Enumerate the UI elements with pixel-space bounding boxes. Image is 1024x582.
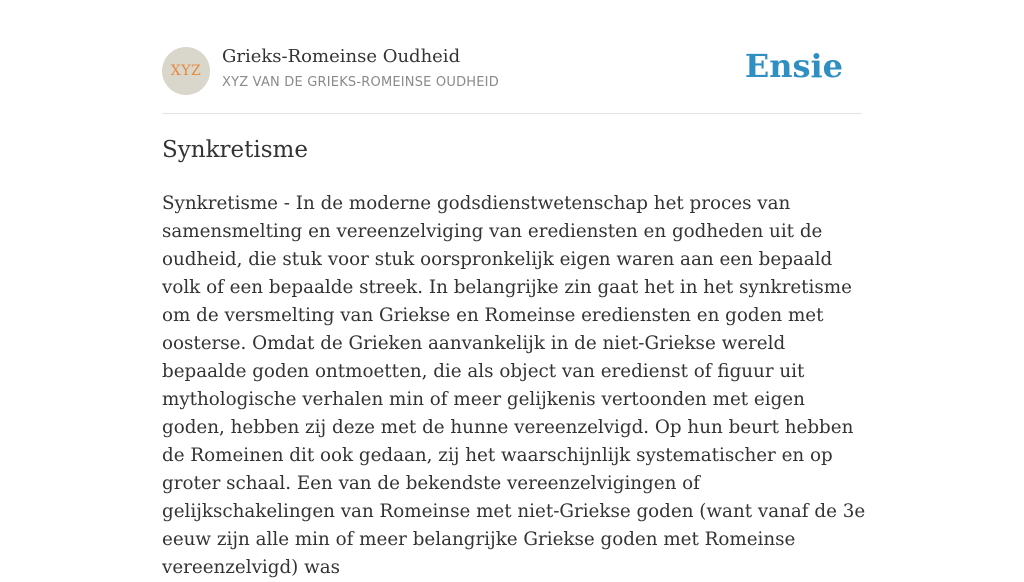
source-subtitle: XYZ VAN DE GRIEKS-ROMEINSE OUDHEID [222, 75, 499, 90]
brand-logo[interactable]: Ensie [744, 47, 843, 85]
article-body: Synkretisme - In de moderne godsdienstwetenschap het proces van samensmelting en vereenzelviging van erediensten en godheden uit de oudheid, die stuk voor stuk oorspronkelijk eigen waren aan een bepaald volk of een bepaalde streek. In belangrijke zin gaat het in het synkretisme om de versmelting van Griekse en Romeinse erediensten en goden met oosterse. Omdat de Grieken aanvankelijk in de niet-Griekse wereld bepaalde goden ontmoetten, die als object van eredienst of figuur uit mythologische verhalen min of meer gelijkenis vertoonden met eigen goden, hebben zij deze met de hunne vereenzelvigd. Op hun beurt hebben de Romeinen dit ook gedaan, zij het waarschijnlijk systematischer en op groter schaal. Een van de bekendste vereenzelvigingen of gelijkschakelingen van Romeinse met niet-Griekse goden (want vanaf de 3e eeuw zijn alle min of meer belangrijke Griekse goden met Romeinse vereenzelvigd) was [162, 193, 866, 578]
content-container [162, 0, 866, 578]
source-avatar[interactable] [162, 47, 210, 95]
article-title: Synkretisme [162, 137, 308, 163]
source-header [162, 0, 862, 114]
avatar-text: XYZ [170, 63, 202, 79]
source-title-link[interactable]: Grieks-Romeinse Oudheid [222, 46, 461, 67]
